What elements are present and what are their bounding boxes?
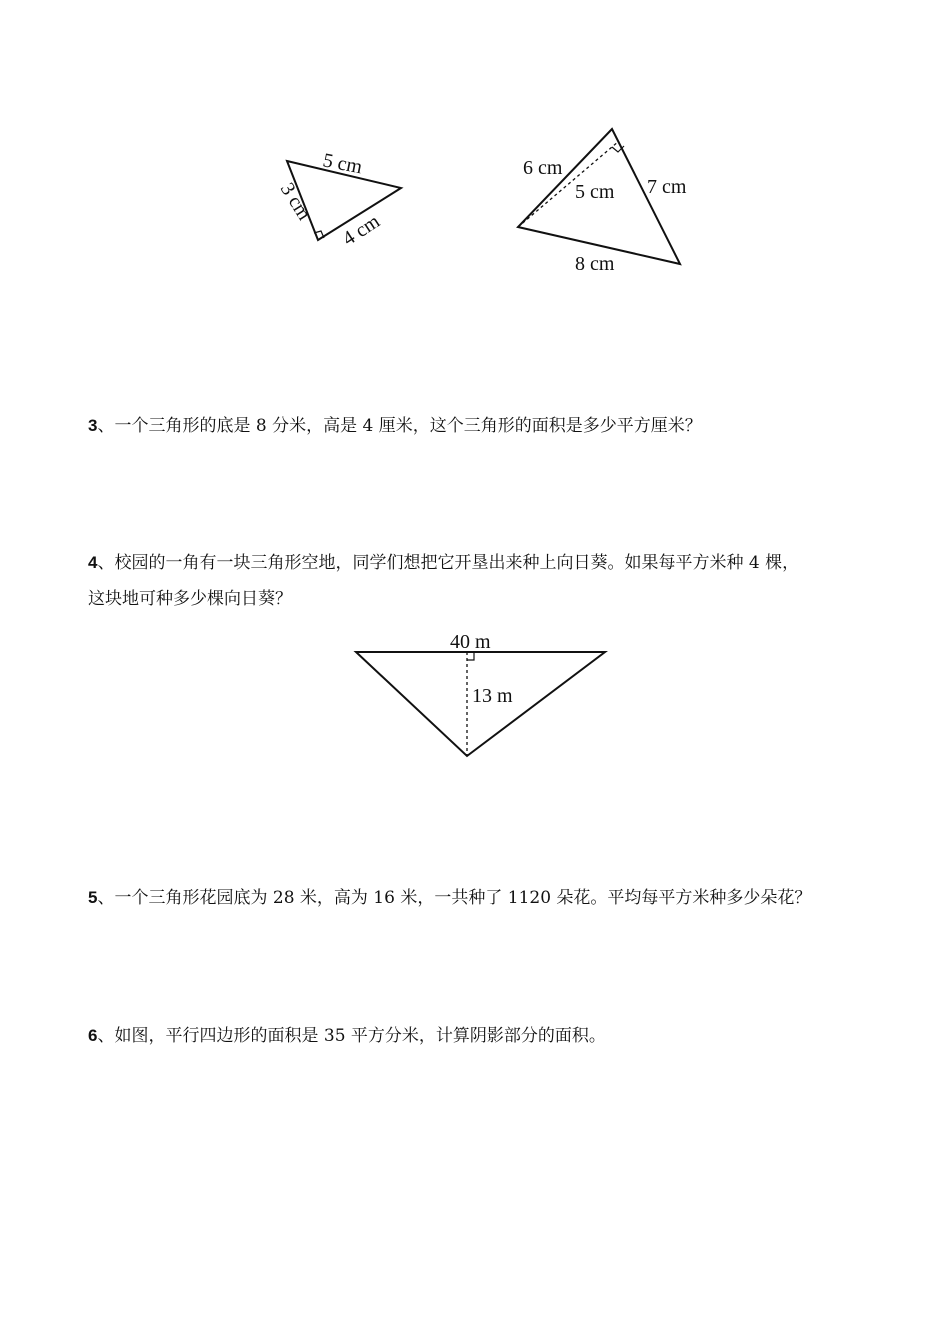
question-number: 6 [88, 1026, 98, 1045]
question-5 [88, 880, 888, 916]
question-4 [88, 545, 888, 617]
question-3 [88, 408, 888, 444]
label-base: 40 m [450, 631, 491, 653]
question-text: 、一个三角形的底是 8 分米，高是 4 厘米，这个三角形的面积是多少平方厘米？ [97, 416, 702, 436]
question-text-line1: 、校园的一角有一块三角形空地，同学们想把它开垦出来种上向日葵。如果每平方米种 4 棵， [97, 553, 800, 573]
label-bottom-side: 8 cm [575, 253, 615, 275]
question-number: 5 [88, 888, 98, 907]
figure-triangle-with-height [505, 120, 705, 280]
question-text: 、一个三角形花园底为 28 米，高为 16 米，一共种了 1120 朵花。平均每平方米种多少朵花？ [97, 888, 812, 908]
right-angle-mark [467, 652, 474, 660]
question-number: 3 [88, 416, 98, 435]
figure-wide-triangle [345, 625, 615, 765]
question-text: 、如图，平行四边形的面积是 35 平方分米，计算阴影部分的面积。 [97, 1026, 606, 1046]
question-text-line2: 这块地可种多少棵向日葵？ [88, 589, 292, 609]
question-6 [88, 1018, 888, 1054]
label-right-side: 4 cm [338, 210, 384, 251]
label-right-side: 7 cm [647, 176, 687, 198]
label-top-side: 5 cm [321, 149, 364, 179]
question-number: 4 [88, 553, 98, 572]
label-height: 13 m [472, 685, 513, 707]
label-left-side: 3 cm [275, 178, 316, 225]
label-height: 5 cm [575, 181, 615, 203]
label-left-side: 6 cm [523, 157, 563, 179]
figure-right-triangle [260, 140, 420, 260]
